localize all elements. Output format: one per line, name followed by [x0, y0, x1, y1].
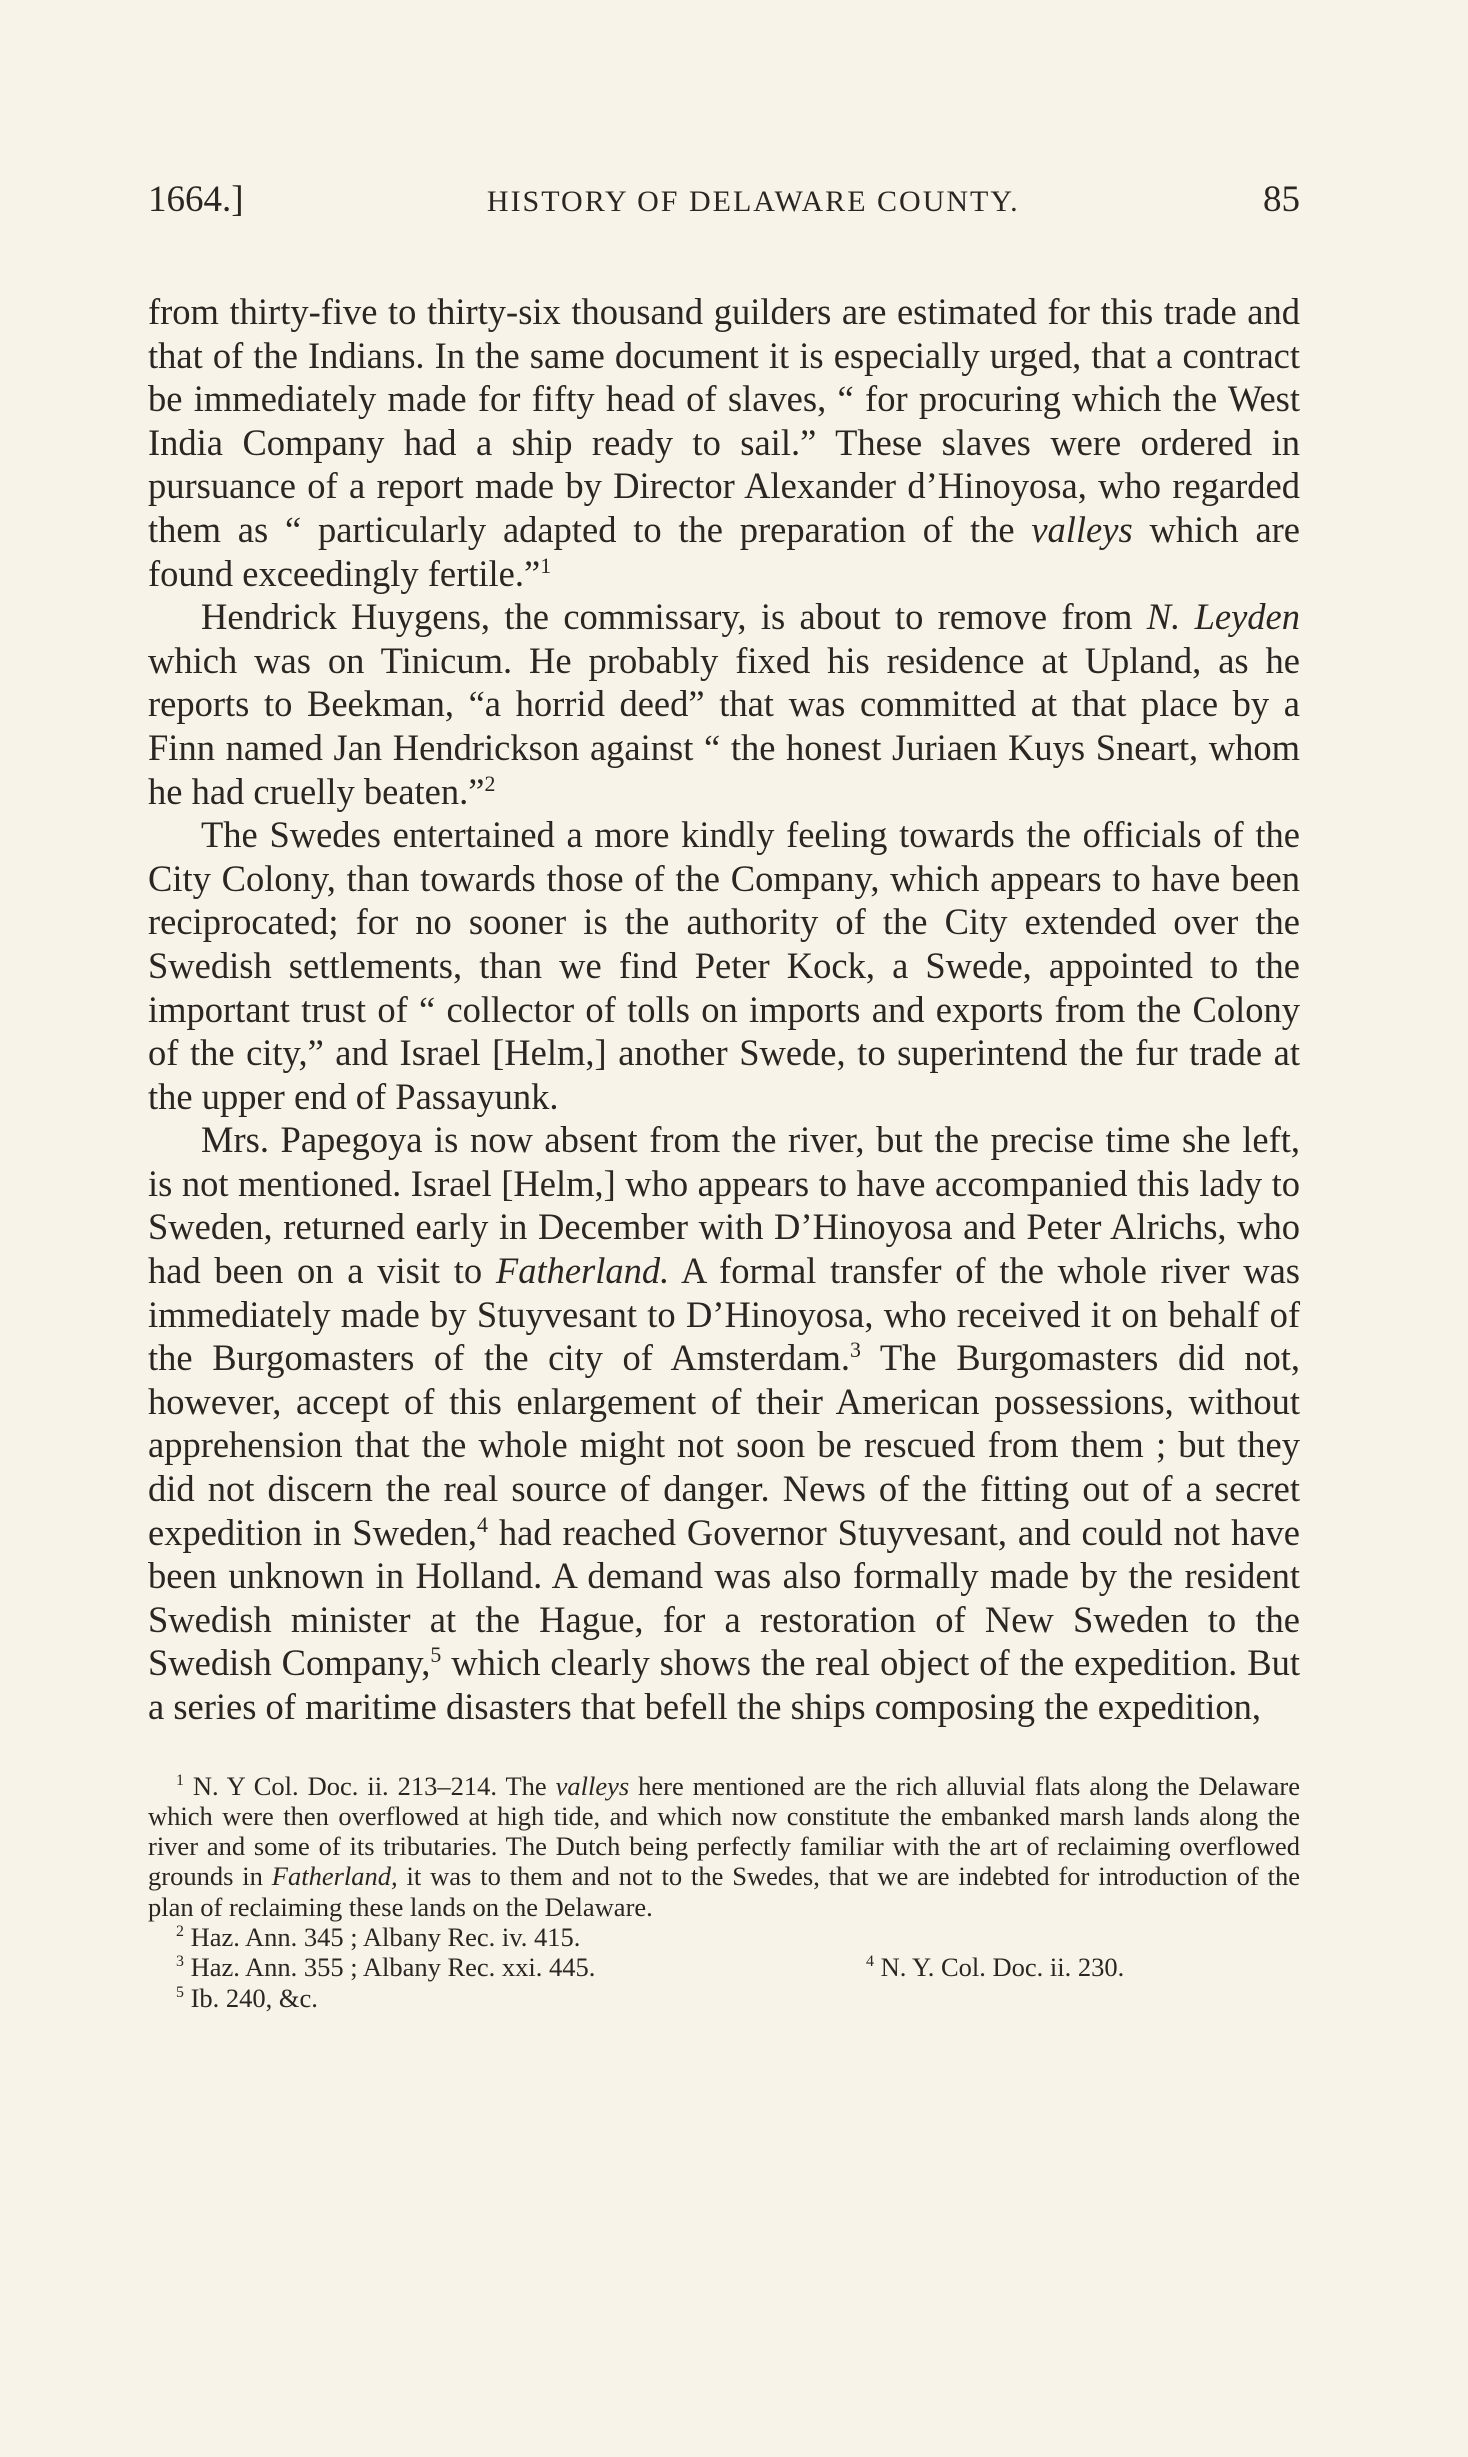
footnote-3: $^3$ Haz. Ann. 355 ; Albany Rec. xxi. 445.	[176, 1952, 596, 1983]
footnotes	[148, 1771, 1300, 2013]
footnote-ref: 3	[849, 1337, 861, 1363]
footnote-1: $^1$ N. Y Col. Doc. ii. 213–214. The valleys here mentioned are the rich alluvial flats along the Delaware which were then overflowed at high tide, and which now constitute the embanked marsh lands along the river and some of its tributaries. The Dutch being perfectly familiar with the art of reclaiming overflowed grounds in Fatherland, it was to them and not to the Swedes, that we are indebted for introduction of the plan of reclaiming these lands on the Delaware.	[148, 1770, 1300, 1922]
footnote-2: $^2$ Haz. Ann. 345 ; Albany Rec. iv. 415.	[176, 1922, 581, 1953]
footnote-5: $^5$ Ib. 240, &c.	[176, 1982, 318, 2013]
running-header	[148, 178, 1300, 238]
paragraph-4: Mrs. Papegoya is now absent from the river, but the precise time she left, is not mentioned. Israel [Helm,] who appears to have accompanied this lady to Sweden, returned early in December with D’Hinoyosa and Peter Alrichs, who had been on a visit to Fatherland. A formal transfer of the whole river was immediately made by Stuyvesant to D’Hinoyosa, who received it on behalf of the Burgomasters of the city of Amsterdam.$^3$ The Burgomasters did not, however, accept of this enlargement of their American possessions, without apprehension that the whole might not soon be rescued from them ; but they did not discern the real source of danger. News of the fitting out of a secret expedition in Sweden,$^4$ had reached Governor Stuyvesant, and could not have been unknown in Holland. A demand was also formally made by the resident Swedish minister at the Hague, for a restoration of New Sweden to the Swedish Company,$^5$ which clearly shows the real object of the expedition. But a series of maritime disasters that befell the ships composing the expedition,	[148, 1119, 1300, 1727]
header-year: 1664.]	[148, 179, 244, 220]
footnote-ref: 2	[484, 770, 496, 796]
footnote-ref: 1	[540, 552, 552, 578]
footnote-row-3-4	[148, 1952, 1300, 1982]
paragraph-2: Hendrick Huygens, the commissary, is about to remove from N. Leyden which was on Tinicum. He probably fixed his residence at Upland, as he reports to Beekman, “a horrid deed” that was committed at that place by a Finn named Jan Hendrickson against “ the honest Juriaen Kuys Sneart, whom he had cruelly beaten.”$^2$	[148, 596, 1300, 812]
footnote-4: $^4$ N. Y. Col. Doc. ii. 230.	[866, 1952, 1125, 1983]
paragraph-1: from thirty-five to thirty-six thousand guilders are estimated for this trade and that of the Indians. In the same document it is especially urged, that a contract be immediately made for fifty head of slaves, “ for procuring which the West India Company had a ship ready to sail.” These slaves were ordered in pursuance of a report made by Director Alexander d’Hinoyosa, who regarded them as “ particularly adapted to the preparation of the valleys which are found exceedingly fertile.”$^1$	[148, 291, 1300, 594]
paragraph-3: The Swedes entertained a more kindly feeling towards the officials of the City Colony, than towards those of the Company, which appears to have been reciprocated; for no sooner is the authority of the City extended over the Swedish settlements, than we find Peter Kock, a Swede, appointed to the important trust of “ collector of tolls on imports and exports from the Colony of the city,” and Israel [Helm,] another Swede, to superintend the fur trade at the upper end of Passayunk.	[148, 814, 1300, 1117]
header-title: HISTORY OF DELAWARE COUNTY.	[486, 185, 1020, 218]
body-text	[148, 290, 1300, 1729]
book-page	[148, 178, 1300, 2013]
footnote-ref: 4	[477, 1511, 488, 1537]
page-number: 85	[1262, 179, 1300, 220]
footnote-ref: 5	[430, 1642, 442, 1668]
